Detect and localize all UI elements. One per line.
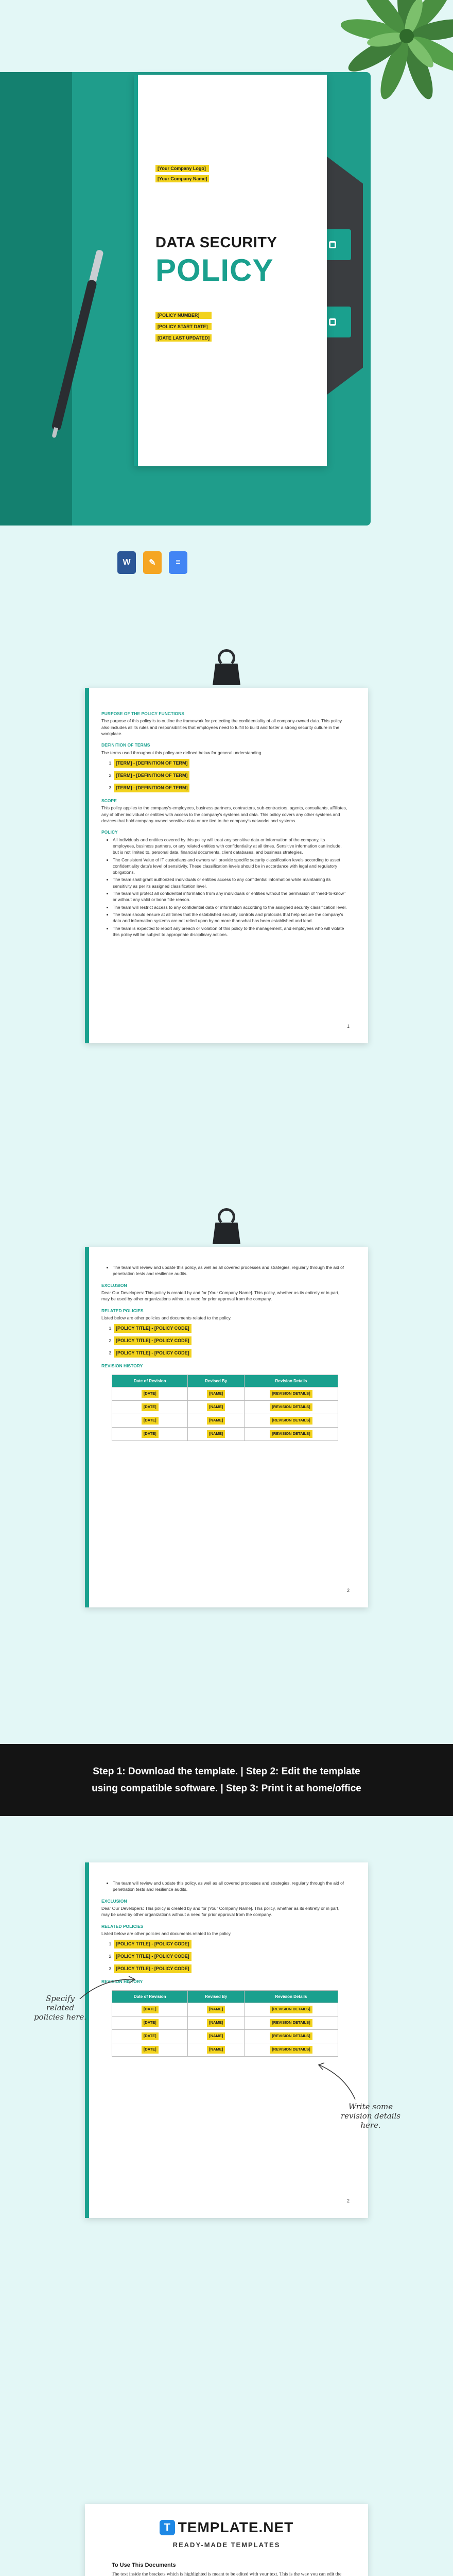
page-accent-bar [85,1247,89,1607]
table-header: Revised By [188,1990,244,2003]
cover-title-line2: POLICY [155,253,274,287]
table-header: Date of Revision [112,1990,188,2003]
heading-purpose: PURPOSE OF THE POLICY FUNCTIONS [101,711,184,716]
heading-policy: POLICY [101,829,118,835]
revision-table [112,1375,338,1441]
list-item: • The team is expected to report any breach or violation of this policy to the management, and employees who will violate this policy will be subject to appropriate disciplinary actions. [113,925,349,938]
table-header-row [112,1375,338,1387]
heading-revision: REVISION HISTORY [101,1363,143,1369]
policy-start-date: [POLICY START DATE] [155,323,212,330]
table-row [112,2003,338,2016]
list-item: • The team shall grant authorized individuals or entities access to any confidential information while maintaining its sensitivity as per its assigned classification level. [113,876,349,889]
app-icons [117,551,187,574]
page-number: 2 [346,1588,350,1593]
heading-exclusion: EXCLUSION [101,1282,127,1288]
table-cell: [DATE] [142,1403,159,1411]
document-page-1 [85,688,368,1043]
terms-list [114,759,349,792]
heading-revision: REVISION HISTORY [101,1979,143,1985]
steps-text [92,1763,361,1798]
heading-use-document: To Use This Documents [112,2562,176,2568]
related-list [114,1324,349,1358]
table-header: Revised By [188,1375,244,1387]
annotation-related-policies: Specify related policies here. [33,1994,87,2022]
table-row [112,1414,338,1427]
list-item: 1. [TERM] - [DEFINITION OF TERM] [114,759,349,768]
table-cell: [NAME] [207,1403,225,1411]
annotation-revision-details: Write some revision details here. [340,2102,400,2130]
table-cell: [REVISION DETAILS] [270,2046,312,2054]
page-1-content [101,705,349,939]
table-header: Revision Details [244,1375,338,1387]
page-accent-bar [85,1862,89,2218]
page-number: 1 [346,1024,350,1029]
list-item: • All individuals and entities covered by this policy will treat any sensitive data or information of the company, its employees, business partners, or any related entities with confidentiality at all times. Sensitive information can include, but is not limited to, personal data, financial documents, client databases, and business strategies. [113,837,349,856]
binder-clip-icon [208,649,245,690]
folder-flap [0,72,72,526]
exclusion-text: Dear Our Developers: This policy is created by and for [Your Company Name]. This policy, whether as its entirety or in part, may be used by other organizations without a need for prior approval from the company. [101,1290,340,1302]
cover-company-block [155,165,209,185]
table-cell: [REVISION DETAILS] [270,1390,312,1398]
list-item: • The Consistent Value of IT custodians and owners will provide specific security classification levels according to asset confidentiality data's level of sensitivity. These classification levels should be in accordance with legal and regulatory obligations. [113,857,349,876]
table-row [112,1401,338,1414]
table-row [112,2029,338,2043]
table-cell: [DATE] [142,1390,159,1398]
list-item: • The team will protect all confidential information from any individuals or entities without the permission of "need-to-know" or without any valid or bona fide reason. [113,890,349,903]
use-text: The text inside the brackets which is highlighted is meant to be edited with your text. This is the way you can edit the [112,2571,342,2576]
table-cell: [NAME] [207,2019,225,2027]
list-item: 1. [POLICY TITLE] - [POLICY CODE] [114,1324,349,1333]
table-cell: [REVISION DETAILS] [270,1430,312,1438]
table-cell: [REVISION DETAILS] [270,2019,312,2027]
company-name-placeholder: [Your Company Name] [155,175,209,182]
list-item: • The team should ensure at all times that the established security controls and protocols that help secure the company's data and information systems are not relied upon by no more than what has been established and lead. [113,911,349,924]
cover-accent-bar [134,75,138,466]
annotated-page-content [101,1880,349,2057]
policy-list [113,837,349,938]
heading-definitions: DEFINITION OF TERMS [101,742,150,748]
heading-related: RELATED POLICIES [101,1308,144,1313]
table-header: Date of Revision [112,1375,188,1387]
table-cell: [NAME] [207,1430,225,1438]
list-item: • The team will restrict access to any confidential data or information according to the assigned security classification level. [113,904,349,910]
list-item: 3. [POLICY TITLE] - [POLICY CODE] [114,1964,349,1973]
date-last-updated: [DATE LAST UPDATED] [155,334,212,342]
table-cell: [DATE] [142,2019,159,2027]
page-number: 2 [346,2198,350,2204]
table-row [112,1427,338,1440]
policy-number: [POLICY NUMBER] [155,312,212,319]
list-item: 3. [POLICY TITLE] - [POLICY CODE] [114,1349,349,1358]
instructions-page [85,2504,368,2576]
table-row [112,2016,338,2030]
instructions-body [112,2557,343,2576]
steps-line-2: using compatible software. | Step 3: Print it at home/office [92,1783,361,1794]
purpose-text: The purpose of this policy is to outline the framework for protecting the confidentiality of all company-owned data. This policy also includes all its rules and responsibilities that employees need to fulfill to build and foster a strong security culture in the workplace. [101,718,342,736]
arrow-icon [77,1973,139,2004]
table-header-row [112,1990,338,2003]
steps-line-1: Step 1: Download the template. | Step 2: Edit the template [93,1766,360,1777]
table-cell: [DATE] [142,1430,159,1438]
template-logo-name: TEMPLATE.NET [178,2519,294,2535]
heading-related: RELATED POLICIES [101,1923,144,1929]
cover-section [0,0,453,618]
list-item: 2. [POLICY TITLE] - [POLICY CODE] [114,1952,349,1961]
google-docs-icon[interactable]: ≡ [169,551,187,574]
table-cell: [REVISION DETAILS] [270,1417,312,1425]
heading-scope: SCOPE [101,798,117,804]
company-logo-placeholder: [Your Company Logo] [155,165,209,172]
policy-list-continued [113,1264,349,1277]
annotated-page [85,1862,368,2218]
policy-list-continued [113,1880,349,1893]
table-cell: [NAME] [207,2006,225,2013]
table-cell: [REVISION DETAILS] [270,2006,312,2013]
table-cell: [NAME] [207,2046,225,2054]
table-row [112,1387,338,1401]
table-cell: [NAME] [207,1390,225,1398]
word-icon[interactable]: W [117,551,136,574]
list-item: 2. [TERM] - [DEFINITION OF TERM] [114,771,349,780]
revision-table [112,1990,338,2057]
list-item: 3. [TERM] - [DEFINITION OF TERM] [114,784,349,792]
list-item: 1. [POLICY TITLE] - [POLICY CODE] [114,1940,349,1948]
binder-clip-icon [208,1208,245,1249]
template-net-logo [85,2519,368,2536]
cover-title-line1: DATA SECURITY [155,234,277,251]
table-cell: [DATE] [142,2006,159,2013]
definitions-intro: The terms used throughout this policy are defined below for general understanding. [101,750,263,755]
table-cell: [DATE] [142,1417,159,1425]
template-subtitle: READY-MADE TEMPLATES [172,2541,281,2549]
cover-meta [155,312,212,346]
table-row [112,2043,338,2056]
scope-text: This policy applies to the company's employees, business partners, contractors, sub-contractors, agents, consultants, affiliates, any of other individual or entities with access to the company's systems and data. This policy covers any other systems and devices that hold company-owned sensitive data or are tied to the company's networks and systems. [101,805,347,823]
arrow-icon [314,2061,360,2102]
related-intro: Listed below are other policies and documents related to the policy. [101,1315,232,1320]
table-cell: [NAME] [207,2032,225,2040]
related-intro: Listed below are other policies and documents related to the policy. [101,1930,232,1936]
related-list [114,1940,349,1973]
table-cell: [REVISION DETAILS] [270,2032,312,2040]
table-header: Revision Details [244,1990,338,2003]
table-cell: [REVISION DETAILS] [270,1403,312,1411]
template-logo-icon: T [160,2520,175,2535]
cover-page [134,75,327,466]
heading-exclusion: EXCLUSION [101,1898,127,1904]
steps-banner [0,1744,453,1816]
page-2-content [101,1264,349,1441]
table-cell: [NAME] [207,1417,225,1425]
table-cell: [DATE] [142,2046,159,2054]
pages-icon[interactable]: ✎ [143,551,162,574]
list-item: 2. [POLICY TITLE] - [POLICY CODE] [114,1336,349,1345]
page-accent-bar [85,688,89,1043]
table-cell: [DATE] [142,2032,159,2040]
list-item: • The team will review and update this policy, as well as all covered processes and strategies, regularly through the aid of penetration tests and resilience audits. [113,1880,349,1893]
document-page-2 [85,1247,368,1607]
exclusion-text: Dear Our Developers: This policy is created by and for [Your Company Name]. This policy, whether as its entirety or in part, may be used by other organizations without a need for prior approval from the company. [101,1905,340,1918]
binder-tab [324,155,363,397]
list-item: • The team will review and update this policy, as well as all covered processes and strategies, regularly through the aid of penetration tests and resilience audits. [113,1264,349,1277]
